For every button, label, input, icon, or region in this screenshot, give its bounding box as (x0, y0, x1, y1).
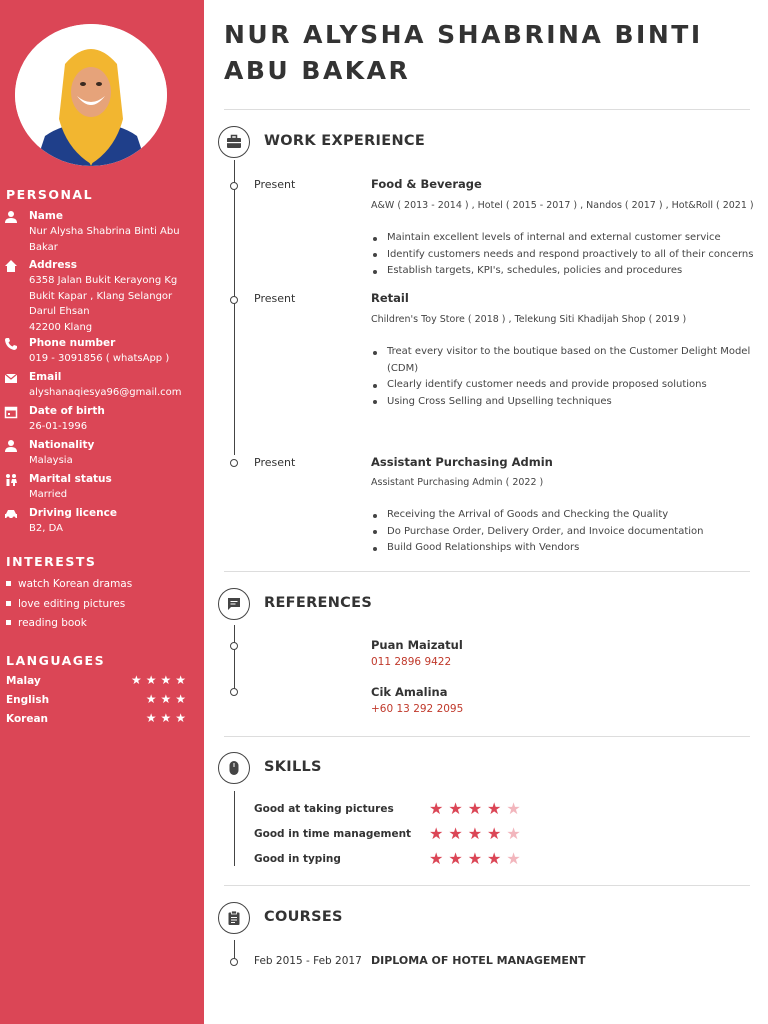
timeline-dot (230, 642, 238, 650)
list-item: Identify customers needs and respond proactively to all of their concerns (387, 247, 757, 264)
job-title: Retail (371, 291, 409, 305)
job-title: Assistant Purchasing Admin (371, 455, 553, 469)
profile-photo (15, 24, 167, 166)
job-bullets (387, 230, 757, 280)
skill-row (254, 799, 554, 820)
skill-stars: ★★★★★ (429, 799, 526, 818)
references-heading (218, 588, 738, 620)
language-name: Malay (6, 675, 41, 687)
job-bullets (387, 507, 757, 557)
phone-icon (4, 337, 18, 351)
clipboard-icon (226, 910, 242, 926)
list-item: Do Purchase Order, Delivery Order, and Invoice documentation (387, 524, 757, 541)
chat-icon (226, 596, 242, 612)
list-item: Treat every visitor to the boutique based on the Customer Delight Model (CDM) (387, 344, 757, 377)
timeline-dot (230, 688, 238, 696)
skill-row (254, 849, 554, 870)
mouse-icon (226, 760, 242, 776)
list-item: Clearly identify customer needs and provide proposed solutions (387, 377, 757, 394)
person-icon (4, 439, 18, 453)
personal-label: Date of birth (29, 405, 105, 417)
personal-label: Nationality (29, 439, 95, 451)
skills-heading (218, 752, 738, 784)
timeline-line (234, 791, 235, 866)
personal-value: 6358 Jalan Bukit Kerayong Kg Bukit Kapar , Klang Selangor Darul Ehsan 42200 Klang (29, 275, 178, 333)
divider (224, 736, 750, 737)
interest-item: watch Korean dramas (6, 577, 132, 591)
job-date: Present (254, 292, 296, 305)
personal-value: Malaysia (29, 455, 73, 466)
language-item (6, 694, 190, 708)
list-item: Maintain excellent levels of internal and external customer service (387, 230, 757, 247)
list-item: Using Cross Selling and Upselling techniques (387, 394, 757, 411)
languages-heading: LANGUAGES (6, 653, 106, 668)
job-employers: A&W ( 2013 - 2014 ) , Hotel ( 2015 - 2017 ) , Nandos ( 2017 ) , Hot&Roll ( 2021 ) (371, 200, 754, 211)
section-title: COURSES (264, 909, 343, 925)
courses-heading (218, 902, 738, 934)
personal-value: Married (29, 489, 68, 500)
personal-heading: PERSONAL (6, 187, 94, 202)
couple-icon (4, 473, 18, 487)
language-stars: ★★★★ (130, 673, 190, 687)
personal-value: alyshanaqiesya96@gmail.com (29, 387, 182, 398)
skill-row (254, 824, 554, 845)
personal-value: B2, DA (29, 523, 63, 534)
personal-value: Nur Alysha Shabrina Binti Abu Bakar (29, 226, 180, 253)
divider (224, 571, 750, 572)
course-title: DIPLOMA OF HOTEL MANAGEMENT (371, 954, 586, 967)
work-experience-heading (218, 126, 738, 158)
job-bullets (387, 344, 757, 410)
skill-name: Good in time management (254, 828, 412, 840)
job-date: Present (254, 456, 296, 469)
personal-label: Name (29, 210, 63, 222)
reference-name: Puan Maizatul (371, 638, 463, 652)
section-title: REFERENCES (264, 595, 373, 611)
skill-name: Good in typing (254, 853, 341, 865)
personal-label: Address (29, 259, 77, 271)
interest-item: love editing pictures (6, 597, 125, 611)
section-title: SKILLS (264, 759, 322, 775)
list-item: Establish targets, KPI's, schedules, policies and procedures (387, 263, 757, 280)
language-item (6, 713, 190, 727)
skill-stars: ★★★★★ (429, 849, 526, 868)
reference-name: Cik Amalina (371, 685, 448, 699)
timeline-dot (230, 182, 238, 190)
language-stars: ★★★ (145, 711, 190, 725)
timeline-dot (230, 459, 238, 467)
language-name: English (6, 694, 50, 706)
personal-label: Marital status (29, 473, 112, 485)
personal-label: Phone number (29, 337, 116, 349)
personal-value: 019 - 3091856 ( whatsApp ) (29, 353, 170, 364)
personal-label: Email (29, 371, 62, 383)
timeline-line (234, 160, 235, 455)
job-date: Present (254, 178, 296, 191)
job-title: Food & Beverage (371, 177, 482, 191)
reference-phone: +60 13 292 2095 (371, 703, 464, 715)
skill-name: Good at taking pictures (254, 803, 394, 815)
list-item: Receiving the Arrival of Goods and Checking the Quality (387, 507, 757, 524)
briefcase-icon (226, 134, 242, 150)
personal-label: Driving licence (29, 507, 117, 519)
person-icon (4, 210, 18, 224)
section-title: WORK EXPERIENCE (264, 133, 426, 149)
job-employers: Assistant Purchasing Admin ( 2022 ) (371, 477, 544, 488)
main-content (204, 0, 768, 1024)
language-stars: ★★★ (145, 692, 190, 706)
interest-item: reading book (6, 616, 87, 630)
envelope-icon (4, 371, 18, 385)
timeline-dot (230, 296, 238, 304)
timeline-dot (230, 958, 238, 966)
skill-stars: ★★★★★ (429, 824, 526, 843)
reference-phone: 011 2896 9422 (371, 656, 452, 668)
timeline-line (234, 625, 235, 691)
language-item (6, 675, 190, 689)
calendar-icon (4, 405, 18, 419)
list-item: Build Good Relationships with Vendors (387, 540, 757, 557)
home-icon (4, 259, 18, 273)
job-employers: Children's Toy Store ( 2018 ) , Telekung Siti Khadijah Shop ( 2019 ) (371, 314, 687, 325)
course-date: Feb 2015 - Feb 2017 (254, 955, 362, 967)
car-icon (4, 507, 18, 521)
divider (224, 885, 750, 886)
interests-heading: INTERESTS (6, 554, 97, 569)
personal-value: 26-01-1996 (29, 421, 88, 432)
divider (224, 109, 750, 110)
language-name: Korean (6, 713, 49, 725)
timeline-line (234, 940, 235, 960)
sidebar (0, 0, 204, 1024)
page-title: NUR ALYSHA SHABRINA BINTI ABU BAKAR (224, 20, 703, 85)
